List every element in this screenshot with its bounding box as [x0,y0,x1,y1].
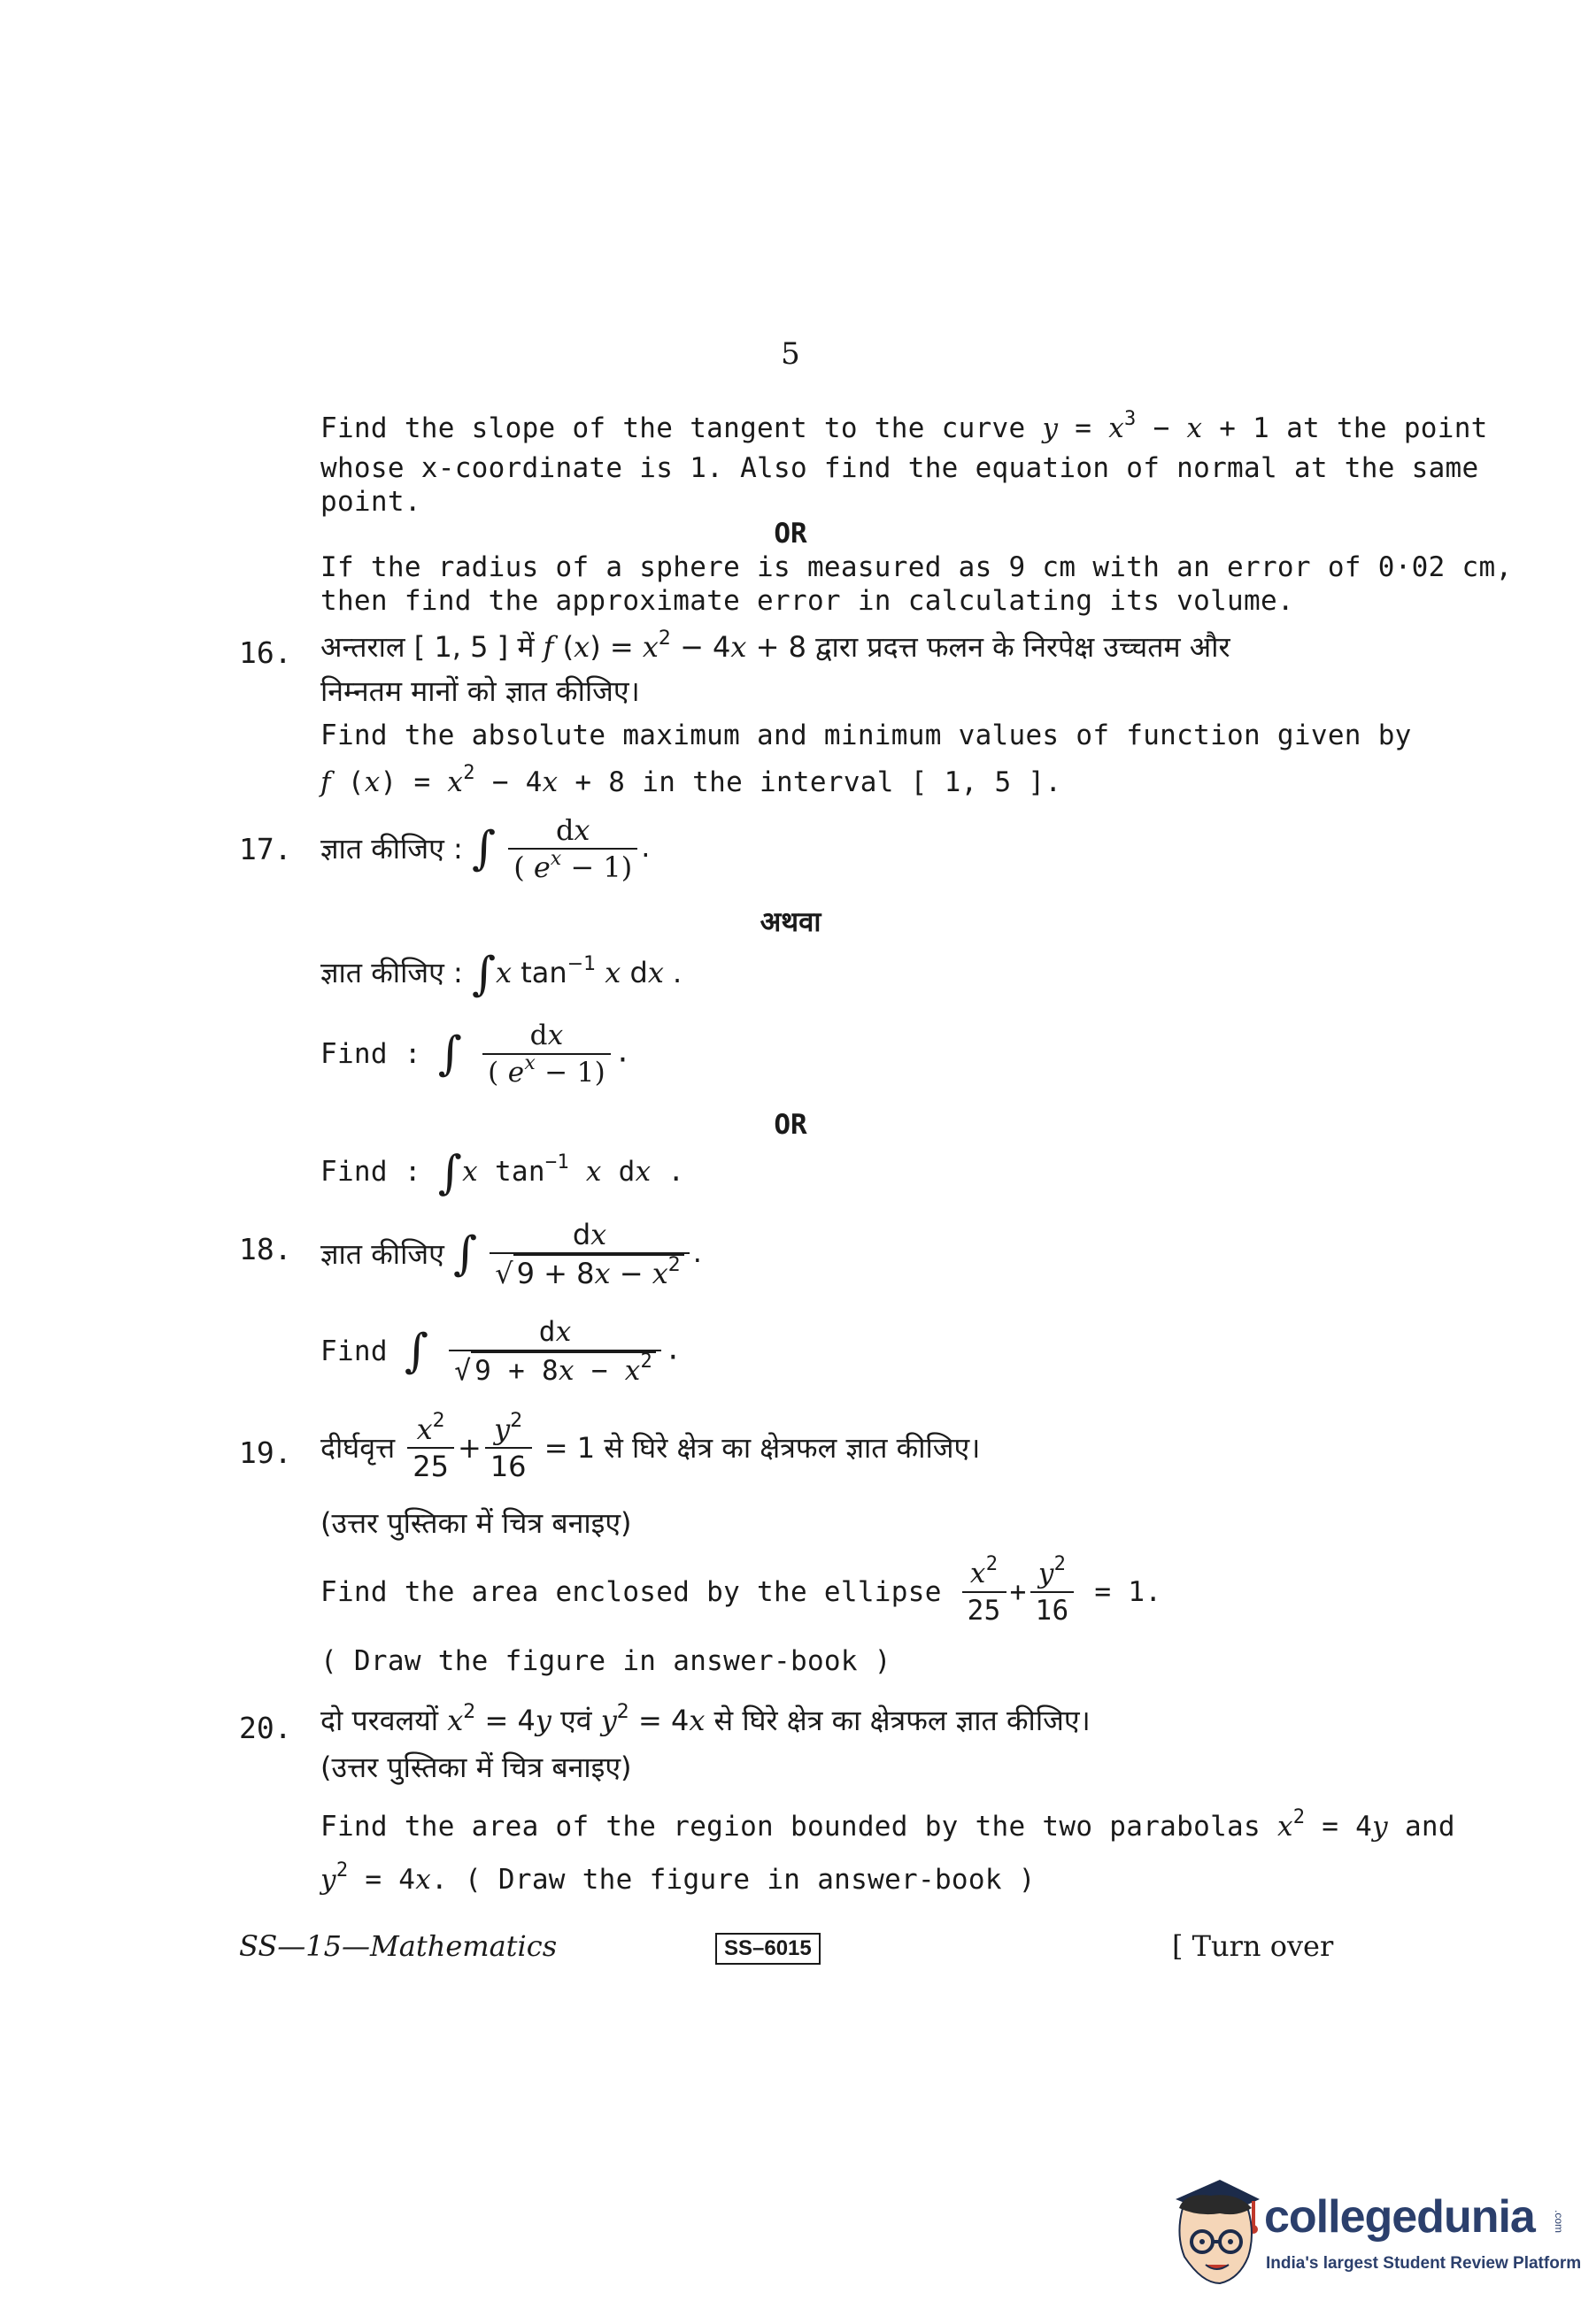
q19-hi-a: दीर्घवृत्त [320,1431,396,1465]
student-mascot-icon [1167,2173,1264,2305]
q17-or-hi: अथवा [760,906,821,938]
q18-en-find: Find ∫ $\frac{dx}{√ 9 + 8x - x^2}$ . [320,1316,683,1387]
q20-en-line2: $y^2 = 4x$. ( Draw the figure in answer-book ) [320,1859,1036,1896]
q16-en-b: in the interval [ 1, 5 ]. [642,766,1062,798]
q20-hi-b: से घिरे क्षेत्र का क्षेत्रफल ज्ञात कीजिए। [713,1704,1091,1737]
q20-en-a: Find the area of the region bounded by the two parabolas [320,1811,1261,1843]
page-number: 5 [781,336,800,372]
q16-en-line1: Find the absolute maximum and minimum values of function given by [320,720,1412,751]
q17-number: 17. [239,832,292,866]
q20-hi-mid: एवं [560,1704,592,1737]
q17-en-find: Find : ∫ $\frac{dx}{( e^x - 1)}$ . [320,1020,632,1089]
logo-wordmark: collegedunia [1264,2191,1535,2243]
q19-hi-note: (उत्तर पुस्तिका में चित्र बनाइए) [320,1506,632,1540]
q19-en-line1: Find the area enclosed by the ellipse $\frac{x^2}{25}$ + $\frac{y^2}{16}$ = 1. [320,1553,1162,1627]
q17-en-find-text: Find : [320,1038,421,1070]
q16-hi-b: द्वारा प्रदत्त फलन के निरपेक्ष उच्चतम और [815,630,1230,664]
q19-number: 19. [239,1435,292,1470]
q16-number: 16. [239,635,292,670]
q18-number: 18. [239,1232,292,1266]
q20-number: 20. [239,1711,292,1745]
q20-en-note: . ( Draw the figure in answer-book ) [431,1864,1036,1896]
q18-hi-find: ज्ञात कीजिए ∫ $\frac{dx}{√ 9 + 8x - x^2}$ . [320,1218,702,1290]
q17-hi-find-alt: ज्ञात कीजिए : ∫x $\tan^{-1} x$ dx . [320,948,683,1001]
q17-hi-find-text: ज्ञात कीजिए : [320,832,463,866]
footer-code-box: SS–6015 [715,1933,821,1965]
q16-hi-line1: अन्तराल [ 1, 5 ] में f $(x) = x^2 - 4x + 8$ द्वारा प्रदत्त फलन के निरपेक्ष उच्चतम और [320,627,1230,664]
q19-hi-b: = 1 से घिरे क्षेत्र का क्षेत्रफल ज्ञात कीजिए। [544,1431,981,1465]
q20-en-and: and [1404,1811,1455,1843]
logo-com: .com [1553,2210,1565,2234]
q17-or-en: OR [774,1109,807,1141]
q17-hi-find: ज्ञात कीजिए : ∫ $\frac{dx}{( e^x - 1)}$ . [320,813,651,884]
logo-tagline: India's largest Student Review Platform [1266,2254,1581,2273]
footer-subject: SS—15—Mathematics [239,1929,558,1963]
q17-hi-find-alt-text: ज्ञात कीजिए : [320,956,463,989]
q15-or: OR [774,518,807,550]
q18-en-find-text: Find [320,1335,388,1367]
q20-hi-line1: दो परवलयों $x^2 = 4y$ एवं $y^2 = 4x$ से घिरे क्षेत्र का क्षेत्रफल ज्ञात कीजिए। [320,1701,1091,1737]
q15-line1-text: Find the slope of the tangent to the curve [320,412,1026,444]
footer-turn-over: [ Turn over [1172,1929,1334,1963]
q15-line1-text-b: at the point [1286,412,1488,444]
q16-hi-line2: निम्नतम मानों को ज्ञात कीजिए। [320,674,640,708]
q16-en-line2: f $(x) = x^2 - 4x + 8$ in the interval [ 1, 5 ]. [320,762,1062,798]
q15-alt-line1: If the radius of a sphere is measured as 9 cm with an error of 0·02 cm, [320,551,1513,583]
q19-en-a: Find the area enclosed by the ellipse [320,1576,942,1608]
q15-line1: Find the slope of the tangent to the curve $y = x^3 - x + 1$ at the point [320,408,1488,444]
q19-hi-line1: दीर्घवृत्त $\frac{x^2}{25}$ + $\frac{y^2}{16}$ = 1 से घिरे क्षेत्र का क्षेत्रफल ज्ञात कीजिए। [320,1410,981,1483]
q20-hi-a: दो परवलयों [320,1704,439,1737]
q15-alt-line2: then find the approximate error in calculating its volume. [320,585,1294,617]
q17-en-find-alt-text: Find : [320,1156,421,1188]
q20-en-line1: Find the area of the region bounded by the two parabolas $x^2 = 4y$ and [320,1806,1455,1843]
q15-line3: point. [320,486,421,518]
q17-en-find-alt: Find : ∫x $\tan^{-1} x$ dx . [320,1146,685,1200]
q18-hi-find-text: ज्ञात कीजिए [320,1237,444,1271]
q20-hi-note: (उत्तर पुस्तिका में चित्र बनाइए) [320,1751,632,1784]
q19-en-note: ( Draw the figure in answer-book ) [320,1645,891,1677]
collegedunia-logo [1167,2173,1581,2305]
q15-line2: whose x-coordinate is 1. Also find the equation of normal at the same [320,452,1479,484]
q16-hi-a: अन्तराल [ 1, 5 ] में [320,630,535,664]
